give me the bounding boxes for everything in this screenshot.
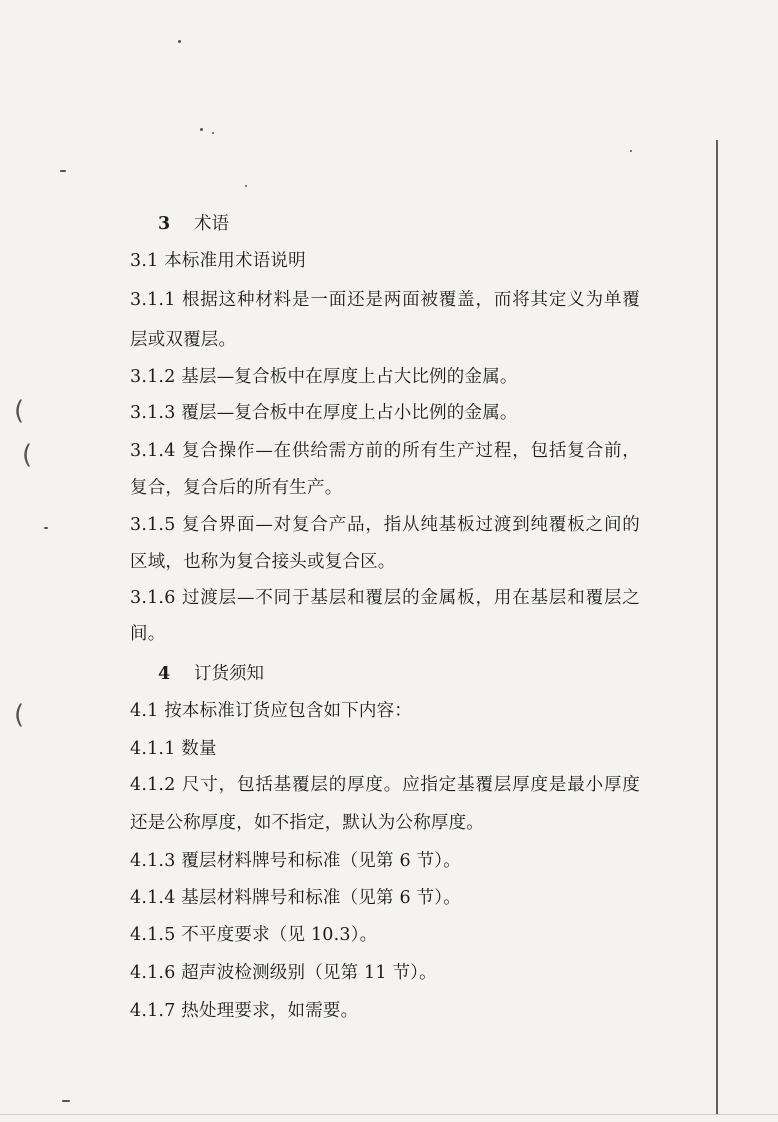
text-line: 4.1 按本标准订货应包含如下内容： <box>130 701 412 721</box>
text-line: 3.1.3 覆层—复合板中在厚度上占小比例的金属。 <box>130 403 518 423</box>
scan-speck <box>212 132 214 134</box>
text-line: 4.1.5 不平度要求（见 10.3）。 <box>130 925 378 945</box>
scan-speck <box>200 128 203 131</box>
text-line: 4.1.6 超声波检测级别（见第 11 节）。 <box>130 963 437 983</box>
text-line: 层或双覆层。 <box>130 330 237 350</box>
section-3-title: 术语 <box>194 214 229 234</box>
margin-binding-mark: ( <box>14 396 25 426</box>
text-line: 间。 <box>130 624 166 644</box>
text-line: 4.1.2 尺寸，包括基覆层的厚度。应指定基覆层厚度是最小厚度 <box>130 775 640 795</box>
scan-speck <box>60 170 66 172</box>
text-line: 4.1.3 覆层材料牌号和标准（见第 6 节）。 <box>130 851 461 871</box>
scan-speck <box>245 185 247 187</box>
page-edge-shadow <box>716 140 718 1115</box>
text-line: 复合，复合后的所有生产。 <box>130 478 343 498</box>
text-line: 4.1.4 基层材料牌号和标准（见第 6 节）。 <box>130 888 461 908</box>
text-line: 区域，也称为复合接头或复合区。 <box>130 552 396 572</box>
text-line: 4.1.1 数量 <box>130 739 217 759</box>
margin-binding-mark: ( <box>14 700 25 730</box>
text-line: 3.1.5 复合界面—对复合产品，指从纯基板过渡到纯覆板之间的 <box>130 515 640 535</box>
text-line: 3.1.1 根据这种材料是一面还是两面被覆盖，而将其定义为单覆 <box>130 290 640 310</box>
text-line: 3.1.6 过渡层—不同于基层和覆层的金属板，用在基层和覆层之 <box>130 588 640 608</box>
scan-speck <box>44 527 48 529</box>
scan-speck <box>630 150 632 152</box>
section-3-heading <box>158 213 229 235</box>
scan-speck <box>62 1100 70 1102</box>
text-line: 3.1 本标准用术语说明 <box>130 251 306 271</box>
section-4-number: 4 <box>158 664 171 684</box>
margin-binding-mark: ( <box>22 440 33 470</box>
scan-bottom-edge <box>0 1114 778 1115</box>
section-4-heading <box>158 663 264 685</box>
text-line: 3.1.4 复合操作—在供给需方前的所有生产过程，包括复合前， <box>130 441 640 461</box>
section-4-title: 订货须知 <box>194 664 264 684</box>
text-line: 还是公称厚度，如不指定，默认为公称厚度。 <box>130 813 484 833</box>
text-line: 3.1.2 基层—复合板中在厚度上占大比例的金属。 <box>130 367 518 387</box>
text-line: 4.1.7 热处理要求，如需要。 <box>130 1001 359 1021</box>
section-3-number: 3 <box>158 214 171 234</box>
scan-speck <box>178 40 181 43</box>
